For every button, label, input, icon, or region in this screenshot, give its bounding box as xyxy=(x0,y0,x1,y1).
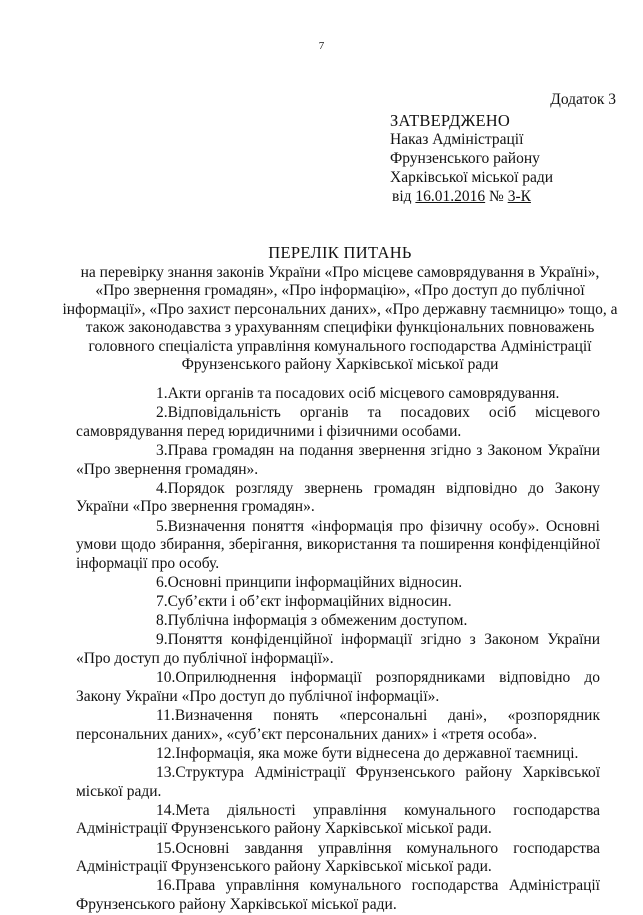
question-item xyxy=(76,404,600,441)
question-number: 10. xyxy=(156,669,176,687)
question-text: Основні принципи інформаційних відносин. xyxy=(167,573,463,591)
question-item xyxy=(76,518,600,574)
question-number: 11. xyxy=(156,707,175,725)
question-item xyxy=(76,385,600,404)
question-text: Інформація, яка може бути віднесена до державної таємниці. xyxy=(175,744,579,762)
question-number: 3. xyxy=(156,441,168,459)
question-item xyxy=(76,593,600,612)
question-item xyxy=(76,745,600,764)
appendix-label: Додаток 3 xyxy=(550,91,616,108)
approval-block xyxy=(390,90,630,206)
question-text: Структура Адміністрації Фрунзенського району Харківської міської ради. xyxy=(76,764,600,800)
order-line-1: Наказ Адміністрації xyxy=(390,131,524,148)
question-number: 6. xyxy=(156,573,168,591)
question-number: 1. xyxy=(156,385,168,402)
question-number: 14. xyxy=(156,801,176,819)
question-text: Відповідальність органів та посадових осіб місцевого самоврядування перед юридичними і фізичними особами. xyxy=(76,404,600,440)
question-number: 5. xyxy=(156,517,168,535)
question-text: Мета діяльності управління комунального господарства Адміністрації Фрунзенського району Харківської міської ради. xyxy=(76,801,600,838)
page-number: 7 xyxy=(318,40,325,52)
question-number: 15. xyxy=(156,839,176,857)
question-number: 9. xyxy=(156,631,168,649)
question-item xyxy=(76,764,600,801)
document-subtitle-line: інформації», «Про захист персональних даних», «Про державну таємницю» тощо, а xyxy=(62,300,618,318)
question-text: Права громадян на подання звернення згідно з Законом України «Про звернення громадян». xyxy=(76,441,600,478)
document-heading: ПЕРЕЛІК ПИТАНЬ xyxy=(268,243,412,262)
question-number: 8. xyxy=(156,612,168,630)
question-number: 12. xyxy=(156,744,176,762)
document-title-block xyxy=(60,244,620,375)
question-number: 4. xyxy=(156,479,168,497)
question-text: Публічна інформація з обмеженим доступом. xyxy=(167,612,468,630)
question-item xyxy=(76,574,600,593)
approved-stamp-label: ЗАТВЕРДЖЕНО xyxy=(390,111,510,130)
question-text: Поняття конфіденційної інформації згідно з Законом України «Про доступ до публічної інформації». xyxy=(76,631,600,668)
question-item xyxy=(76,442,600,479)
question-item xyxy=(76,631,600,668)
question-number: 7. xyxy=(156,593,168,611)
questions-list xyxy=(76,385,600,915)
document-subtitle-line: «Про звернення громадян», «Про інформацію», «Про доступ до публічної xyxy=(95,282,585,299)
question-item xyxy=(76,840,600,877)
order-number: 3-К xyxy=(507,188,531,205)
order-date: 16.01.2016 xyxy=(415,188,486,205)
question-text: Визначення поняття «інформація про фізичну особу». Основні умови щодо збирання, зберігання, використання та поширення конфіденційної інформації про особу. xyxy=(76,517,600,572)
question-text: Визначення понять «персональні дані», «розпорядник персональних даних», «суб’єкт персональних даних» і «третя особа». xyxy=(76,707,600,743)
question-text: Основні завдання управління комунального господарства Адміністрації Фрунзенського району Харківської міської ради. xyxy=(76,839,600,876)
question-number: 16. xyxy=(156,877,176,895)
order-line-3: Харківської міської ради xyxy=(390,169,554,186)
question-text: Суб’єкти і об’єкт інформаційних відносин. xyxy=(167,593,452,611)
question-item xyxy=(76,612,600,631)
question-text: Акти органів та посадових осіб місцевого самоврядування. xyxy=(167,385,560,402)
date-prefix: від xyxy=(392,188,412,205)
question-item xyxy=(76,802,600,839)
question-item xyxy=(76,480,600,517)
question-number: 13. xyxy=(156,764,176,781)
document-subtitle-line: також законодавства з урахуванням специфіки функціональних повноважень xyxy=(85,319,595,336)
document-subtitle-line: Фрунзенського району Харківської міської ради xyxy=(181,356,499,373)
order-date-line xyxy=(390,187,630,206)
number-prefix: № xyxy=(489,188,504,205)
question-text: Оприлюднення інформації розпорядниками відповідно до Закону України «Про доступ до публічної інформації». xyxy=(76,669,600,705)
document-subtitle-line: головного спеціаліста управління комунального господарства Адміністрації xyxy=(88,337,592,355)
document-subtitle-line: на перевірку знання законів України «Про місцеве самоврядування в Україні», xyxy=(80,263,600,281)
question-item xyxy=(76,877,600,914)
question-text: Права управління комунального господарства Адміністрації Фрунзенського району Харківської міської ради. xyxy=(76,877,600,913)
question-item xyxy=(76,707,600,744)
question-number: 2. xyxy=(156,404,168,422)
question-text: Порядок розгляду звернень громадян відповідно до Закону України «Про звернення громадян». xyxy=(76,479,600,516)
question-item xyxy=(76,669,600,706)
order-line-2: Фрунзенського району xyxy=(390,150,540,167)
